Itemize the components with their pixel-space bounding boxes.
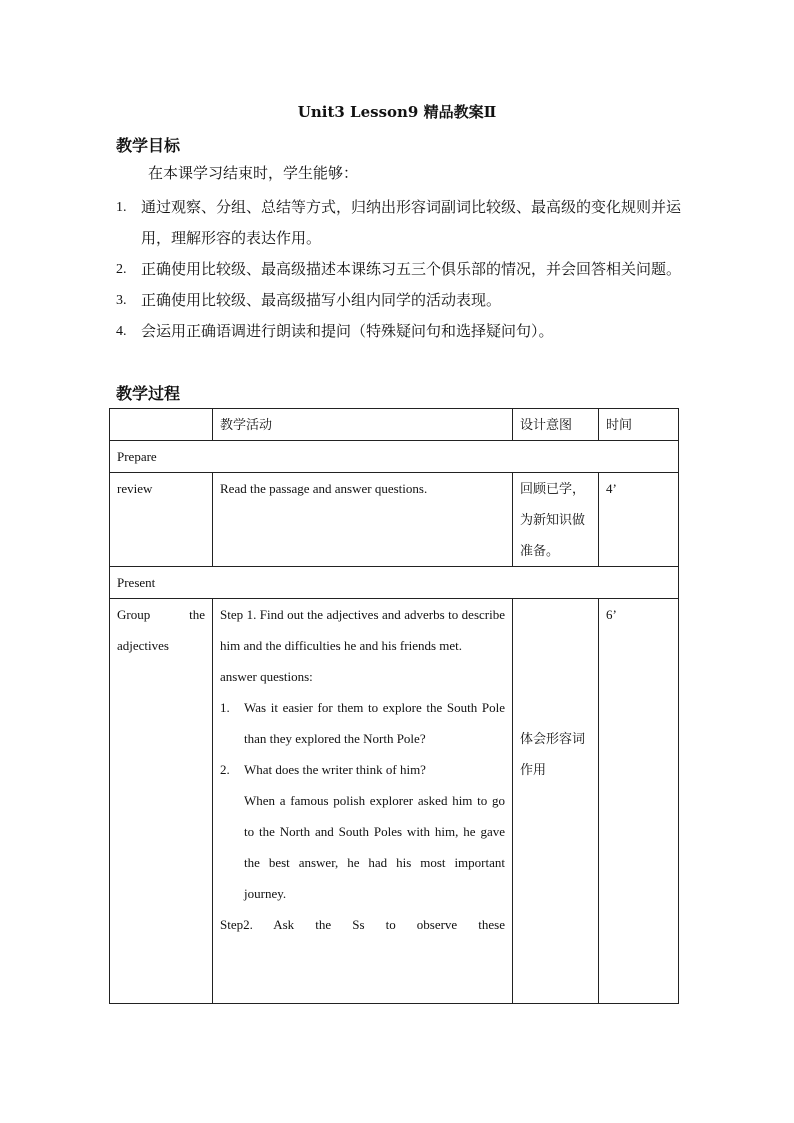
- objective-text: 正确使用比较级、最高级描述本课练习五三个俱乐部的情况，并会回答相关问题。: [141, 260, 682, 278]
- header-cell-stage: [110, 409, 213, 441]
- group-stage-word: Group: [117, 607, 151, 622]
- group-step2: Step2. Ask the Ss to observe these: [220, 917, 505, 932]
- objective-number: 2.: [116, 262, 127, 277]
- table-row-review: [110, 473, 679, 567]
- objective-number: 3.: [116, 293, 127, 308]
- objective-item: [116, 192, 682, 254]
- header-cell-time: 时间: [599, 409, 679, 441]
- objective-text: 正确使用比较级、最高级描写小组内同学的活动表现。: [141, 291, 502, 309]
- review-stage: review: [110, 473, 213, 567]
- group-intent: 体会形容词作用: [513, 599, 599, 1004]
- process-heading: 教学过程: [116, 384, 181, 403]
- review-time: 4’: [599, 473, 679, 567]
- group-question: [220, 692, 505, 754]
- table-row-prepare: [110, 441, 679, 473]
- prepare-label: Prepare: [110, 441, 679, 473]
- group-question-text: Was it easier for them to explore the South Pole than they explored the North Pole?: [244, 700, 505, 746]
- present-label: Present: [110, 567, 679, 599]
- objectives-intro: 在本课学习结束时，学生能够：: [148, 164, 359, 182]
- group-time: 6’: [599, 599, 679, 1004]
- table-row-present: [110, 567, 679, 599]
- group-answer-label: answer questions:: [220, 669, 313, 684]
- group-step1: Step 1. Find out the adjectives and adverbs to describe him and the difficulties he and his friends met.: [220, 607, 505, 653]
- objective-item: [116, 285, 682, 316]
- objective-item: [116, 316, 682, 347]
- group-stage-line: [117, 599, 205, 630]
- document-title: Unit3 Lesson9 精品教案Ⅱ: [297, 103, 497, 121]
- objectives-list: [116, 192, 682, 347]
- process-table: [109, 408, 679, 1004]
- group-question: [220, 754, 505, 785]
- header-cell-activity: 教学活动: [213, 409, 513, 441]
- objective-text: 会运用正确语调进行朗读和提问（特殊疑问句和选择疑问句）。: [141, 322, 554, 340]
- review-activity: Read the passage and answer questions.: [213, 473, 513, 567]
- group-question-number: 2.: [220, 762, 230, 777]
- group-question-text: What does the writer think of him?: [244, 762, 426, 777]
- group-activity: [213, 599, 513, 1004]
- table-row-group: [110, 599, 679, 1004]
- group-question-number: 1.: [220, 700, 230, 715]
- objective-item: [116, 254, 682, 285]
- group-stage-word: adjectives: [117, 638, 169, 653]
- group-stage: [110, 599, 213, 1004]
- objective-text: 通过观察、分组、总结等方式，归纳出形容词副词比较级、最高级的变化规则并运用，理解形容的表达作用。: [141, 198, 682, 247]
- objective-number: 4.: [116, 324, 127, 339]
- table-header-row: [110, 409, 679, 441]
- header-cell-intent: 设计意图: [513, 409, 599, 441]
- group-answer-text: When a famous polish explorer asked him to go to the North and South Poles with him, he gave the best answer, he had his most important journey.: [244, 793, 505, 901]
- objectives-heading: 教学目标: [116, 136, 181, 155]
- group-stage-word: the: [189, 607, 205, 622]
- group-question-list: [220, 692, 505, 785]
- review-intent: 回顾已学，为新知识做准备。: [513, 473, 599, 567]
- objective-number: 1.: [116, 200, 127, 215]
